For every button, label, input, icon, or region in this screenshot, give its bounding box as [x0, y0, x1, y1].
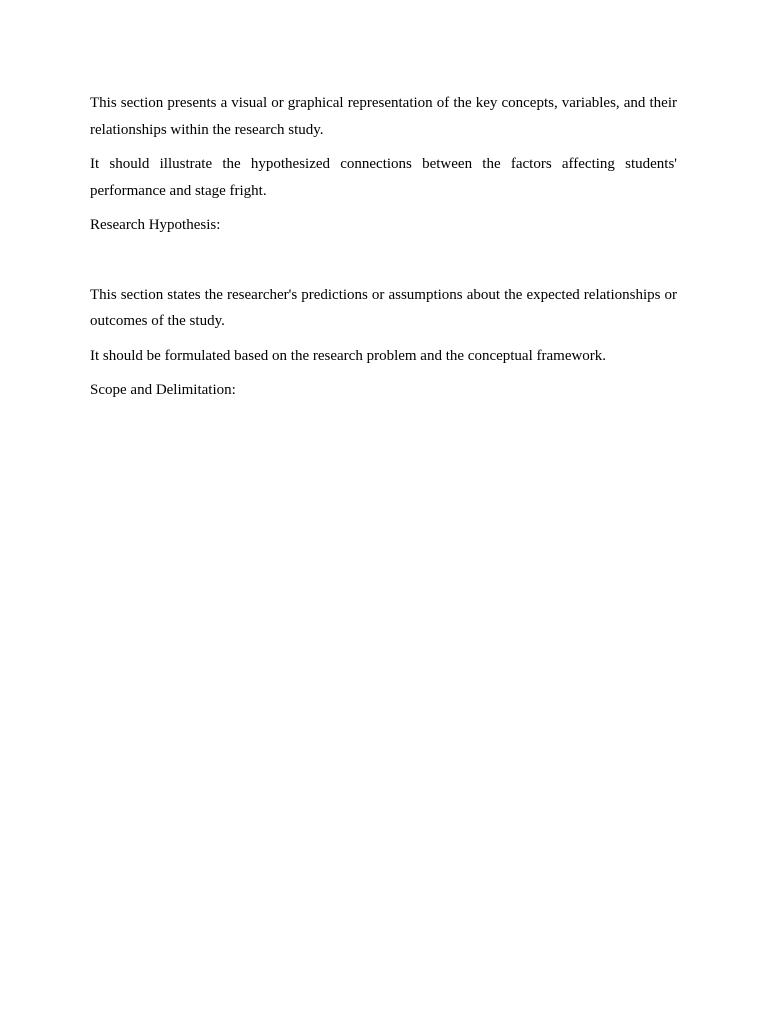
- paragraph-hypothesis-description: This section states the researcher's predictions or assumptions about the expected relationships or outcomes of the study.: [90, 286, 677, 329]
- blank-line: [90, 247, 677, 282]
- section-heading-research-hypothesis: Research Hypothesis:: [90, 217, 221, 233]
- paragraph-hypothesis-basis: It should be formulated based on the research problem and the conceptual framework.: [90, 347, 607, 364]
- paragraph-conceptual-framework-purpose: It should illustrate the hypothesized connections between the factors affecting students' performance and stage fright.: [90, 156, 677, 199]
- paragraph-conceptual-framework-description: This section presents a visual or graphical representation of the key concepts, variables, and their relationships within the research study.: [90, 95, 677, 138]
- document-body: [90, 90, 677, 412]
- section-heading-scope-delimitation: Scope and Delimitation:: [90, 382, 236, 398]
